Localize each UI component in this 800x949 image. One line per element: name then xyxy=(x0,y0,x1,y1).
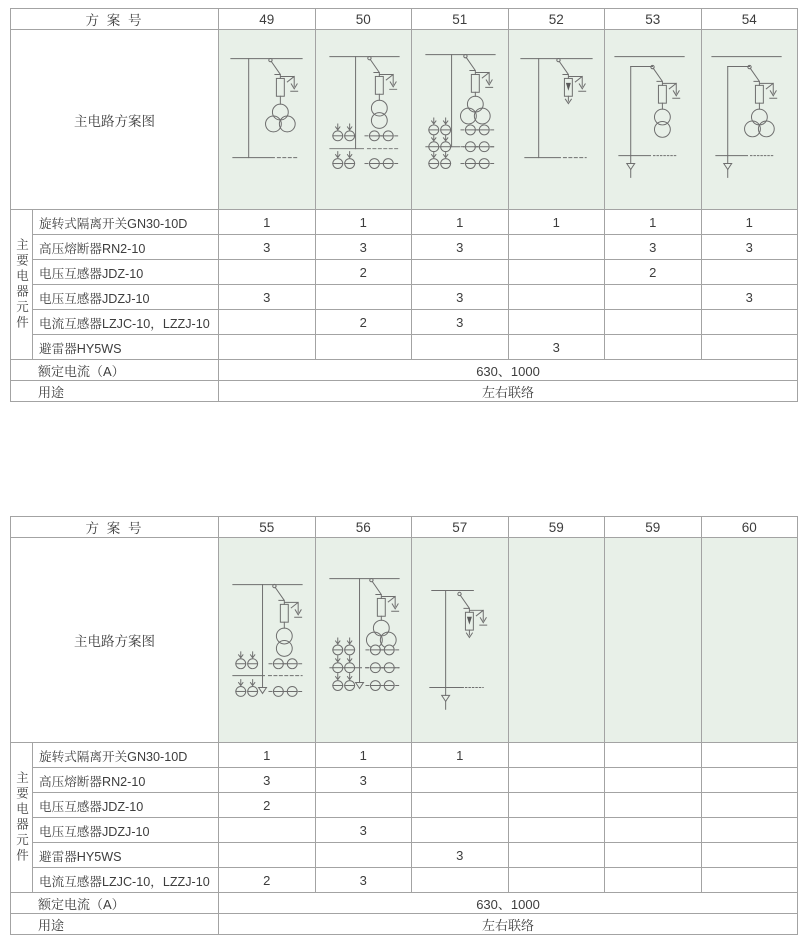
scheme-number-55: 55 xyxy=(219,517,316,538)
circuit-diagram-cell-53 xyxy=(605,30,702,210)
qty-cell xyxy=(508,310,605,335)
circuit-diagram-cell-50 xyxy=(315,30,412,210)
rated-current-label: 额定电流（A） xyxy=(11,893,219,914)
qty-cell: 2 xyxy=(315,260,412,285)
qty-cell xyxy=(508,818,605,843)
qty-cell: 3 xyxy=(508,335,605,360)
disconnector-fuse-vt2-ct-cluster-diagram-icon xyxy=(316,30,411,208)
qty-cell xyxy=(508,285,605,310)
qty-cell: 3 xyxy=(315,768,412,793)
qty-cell xyxy=(508,768,605,793)
scheme-number-row xyxy=(11,9,798,30)
component-name: 避雷器HY5WS xyxy=(33,843,219,868)
qty-cell: 1 xyxy=(315,210,412,235)
component-row xyxy=(11,818,798,843)
scheme-number-59b: 59 xyxy=(605,517,702,538)
component-row xyxy=(11,335,798,360)
qty-cell: 3 xyxy=(412,235,509,260)
qty-cell xyxy=(701,818,798,843)
main-circuit-label: 主电路方案图 xyxy=(11,538,219,743)
component-row xyxy=(11,260,798,285)
main-components-vertical-label: 主要电器元件 xyxy=(11,210,33,360)
scheme-number-60: 60 xyxy=(701,517,798,538)
component-row xyxy=(11,768,798,793)
qty-cell: 2 xyxy=(315,310,412,335)
purpose-value: 左右联络 xyxy=(219,381,798,402)
qty-cell xyxy=(412,260,509,285)
qty-cell: 1 xyxy=(219,743,316,768)
component-row xyxy=(11,210,798,235)
purpose-row xyxy=(11,914,798,935)
component-name: 避雷器HY5WS xyxy=(33,335,219,360)
disconnector-fuse-vt3-ct-cluster-diagram-icon xyxy=(412,30,507,208)
qty-cell xyxy=(412,335,509,360)
rated-current-row xyxy=(11,360,798,381)
qty-cell: 3 xyxy=(412,285,509,310)
component-name: 旋转式隔离开关GN30-10D xyxy=(33,743,219,768)
scheme-number-54: 54 xyxy=(701,9,798,30)
qty-cell xyxy=(508,260,605,285)
circuit-diagram-cell-57 xyxy=(412,538,509,743)
component-name: 电压互感器JDZJ-10 xyxy=(33,818,219,843)
circuit-diagram-cell-54 xyxy=(701,30,798,210)
qty-cell: 3 xyxy=(219,285,316,310)
component-name: 电压互感器JDZ-10 xyxy=(33,793,219,818)
qty-cell xyxy=(315,285,412,310)
qty-cell xyxy=(605,818,702,843)
component-row xyxy=(11,285,798,310)
rated-current-value: 630、1000 xyxy=(219,893,798,914)
qty-cell xyxy=(508,235,605,260)
qty-cell: 1 xyxy=(605,210,702,235)
main-components-vertical-label: 主要电器元件 xyxy=(11,743,33,893)
qty-cell xyxy=(219,818,316,843)
disconnector-fuse-vt2-earthed-diagram-icon xyxy=(605,30,700,208)
qty-cell xyxy=(701,868,798,893)
qty-cell xyxy=(701,743,798,768)
component-row xyxy=(11,868,798,893)
qty-cell xyxy=(508,743,605,768)
qty-cell xyxy=(412,768,509,793)
qty-cell xyxy=(315,793,412,818)
rated-current-row xyxy=(11,893,798,914)
qty-cell: 1 xyxy=(412,210,509,235)
qty-cell: 3 xyxy=(315,818,412,843)
scheme-number-51: 51 xyxy=(412,9,509,30)
component-name: 高压熔断器RN2-10 xyxy=(33,768,219,793)
component-row xyxy=(11,310,798,335)
component-name: 电流互感器LZJC-10，LZZJ-10 xyxy=(33,310,219,335)
qty-cell xyxy=(605,310,702,335)
qty-cell xyxy=(605,768,702,793)
component-name: 电流互感器LZJC-10，LZZJ-10 xyxy=(33,868,219,893)
qty-cell xyxy=(605,868,702,893)
qty-cell xyxy=(412,793,509,818)
diagram-row xyxy=(11,30,798,210)
qty-cell xyxy=(508,793,605,818)
purpose-row xyxy=(11,381,798,402)
qty-cell xyxy=(219,335,316,360)
qty-cell xyxy=(701,260,798,285)
qty-cell: 3 xyxy=(605,235,702,260)
qty-cell: 3 xyxy=(412,310,509,335)
qty-cell xyxy=(412,818,509,843)
qty-cell xyxy=(219,260,316,285)
qty-cell: 1 xyxy=(701,210,798,235)
disconnector-fuse-vt3-earthed-diagram-icon xyxy=(702,30,797,208)
component-row xyxy=(11,793,798,818)
purpose-label: 用途 xyxy=(11,914,219,935)
qty-cell: 3 xyxy=(701,235,798,260)
circuit-diagram-cell-55 xyxy=(219,538,316,743)
qty-cell xyxy=(315,843,412,868)
qty-cell xyxy=(605,793,702,818)
component-row xyxy=(11,843,798,868)
qty-cell xyxy=(605,335,702,360)
qty-cell xyxy=(701,793,798,818)
circuit-diagram-cell-56 xyxy=(315,538,412,743)
main-circuit-label: 主电路方案图 xyxy=(11,30,219,210)
circuit-diagram-cell-59a-empty xyxy=(508,538,605,743)
qty-cell: 3 xyxy=(701,285,798,310)
qty-cell xyxy=(219,843,316,868)
scheme-table-49-54 xyxy=(10,8,798,402)
component-name: 电压互感器JDZ-10 xyxy=(33,260,219,285)
qty-cell xyxy=(701,768,798,793)
disconnector-arrester-earthed-diagram-icon xyxy=(412,538,507,741)
qty-cell: 3 xyxy=(219,235,316,260)
circuit-diagram-cell-49 xyxy=(219,30,316,210)
scheme-number-53: 53 xyxy=(605,9,702,30)
qty-cell xyxy=(315,335,412,360)
qty-cell: 1 xyxy=(508,210,605,235)
qty-cell xyxy=(701,843,798,868)
qty-cell xyxy=(701,335,798,360)
disconnector-arrester-diagram-icon xyxy=(509,30,604,208)
scheme-number-56: 56 xyxy=(315,517,412,538)
diagram-row xyxy=(11,538,798,743)
qty-cell xyxy=(508,868,605,893)
qty-cell: 2 xyxy=(605,260,702,285)
qty-cell xyxy=(412,868,509,893)
qty-cell: 2 xyxy=(219,868,316,893)
component-name: 电压互感器JDZJ-10 xyxy=(33,285,219,310)
circuit-diagram-cell-60-empty xyxy=(701,538,798,743)
qty-cell xyxy=(701,310,798,335)
qty-cell: 3 xyxy=(315,235,412,260)
scheme-table-55-60 xyxy=(10,516,798,935)
rated-current-value: 630、1000 xyxy=(219,360,798,381)
qty-cell xyxy=(605,843,702,868)
qty-cell xyxy=(605,285,702,310)
disconnector-fuse-vt3-ct-cluster-earthed-diagram-icon xyxy=(316,538,411,741)
rated-current-label: 额定电流（A） xyxy=(11,360,219,381)
qty-cell: 3 xyxy=(219,768,316,793)
qty-cell: 2 xyxy=(219,793,316,818)
circuit-diagram-cell-51 xyxy=(412,30,509,210)
scheme-number-49: 49 xyxy=(219,9,316,30)
qty-cell: 1 xyxy=(412,743,509,768)
component-name: 旋转式隔离开关GN30-10D xyxy=(33,210,219,235)
component-name: 高压熔断器RN2-10 xyxy=(33,235,219,260)
scheme-number-57: 57 xyxy=(412,517,509,538)
purpose-label: 用途 xyxy=(11,381,219,402)
scheme-number-52: 52 xyxy=(508,9,605,30)
disconnector-fuse-vt3-diagram-icon xyxy=(219,30,314,208)
disconnector-fuse-vt2-ct-cluster-earthed-diagram-icon xyxy=(219,538,314,741)
qty-cell xyxy=(508,843,605,868)
scheme-number-59a: 59 xyxy=(508,517,605,538)
qty-cell xyxy=(219,310,316,335)
purpose-value: 左右联络 xyxy=(219,914,798,935)
qty-cell: 3 xyxy=(412,843,509,868)
component-row xyxy=(11,235,798,260)
scheme-no-header: 方 案 号 xyxy=(11,9,219,30)
component-row xyxy=(11,743,798,768)
scheme-no-header: 方 案 号 xyxy=(11,517,219,538)
circuit-diagram-cell-59b-empty xyxy=(605,538,702,743)
circuit-diagram-cell-52 xyxy=(508,30,605,210)
qty-cell: 3 xyxy=(315,868,412,893)
qty-cell: 1 xyxy=(315,743,412,768)
scheme-number-row xyxy=(11,517,798,538)
qty-cell: 1 xyxy=(219,210,316,235)
scheme-number-50: 50 xyxy=(315,9,412,30)
qty-cell xyxy=(605,743,702,768)
